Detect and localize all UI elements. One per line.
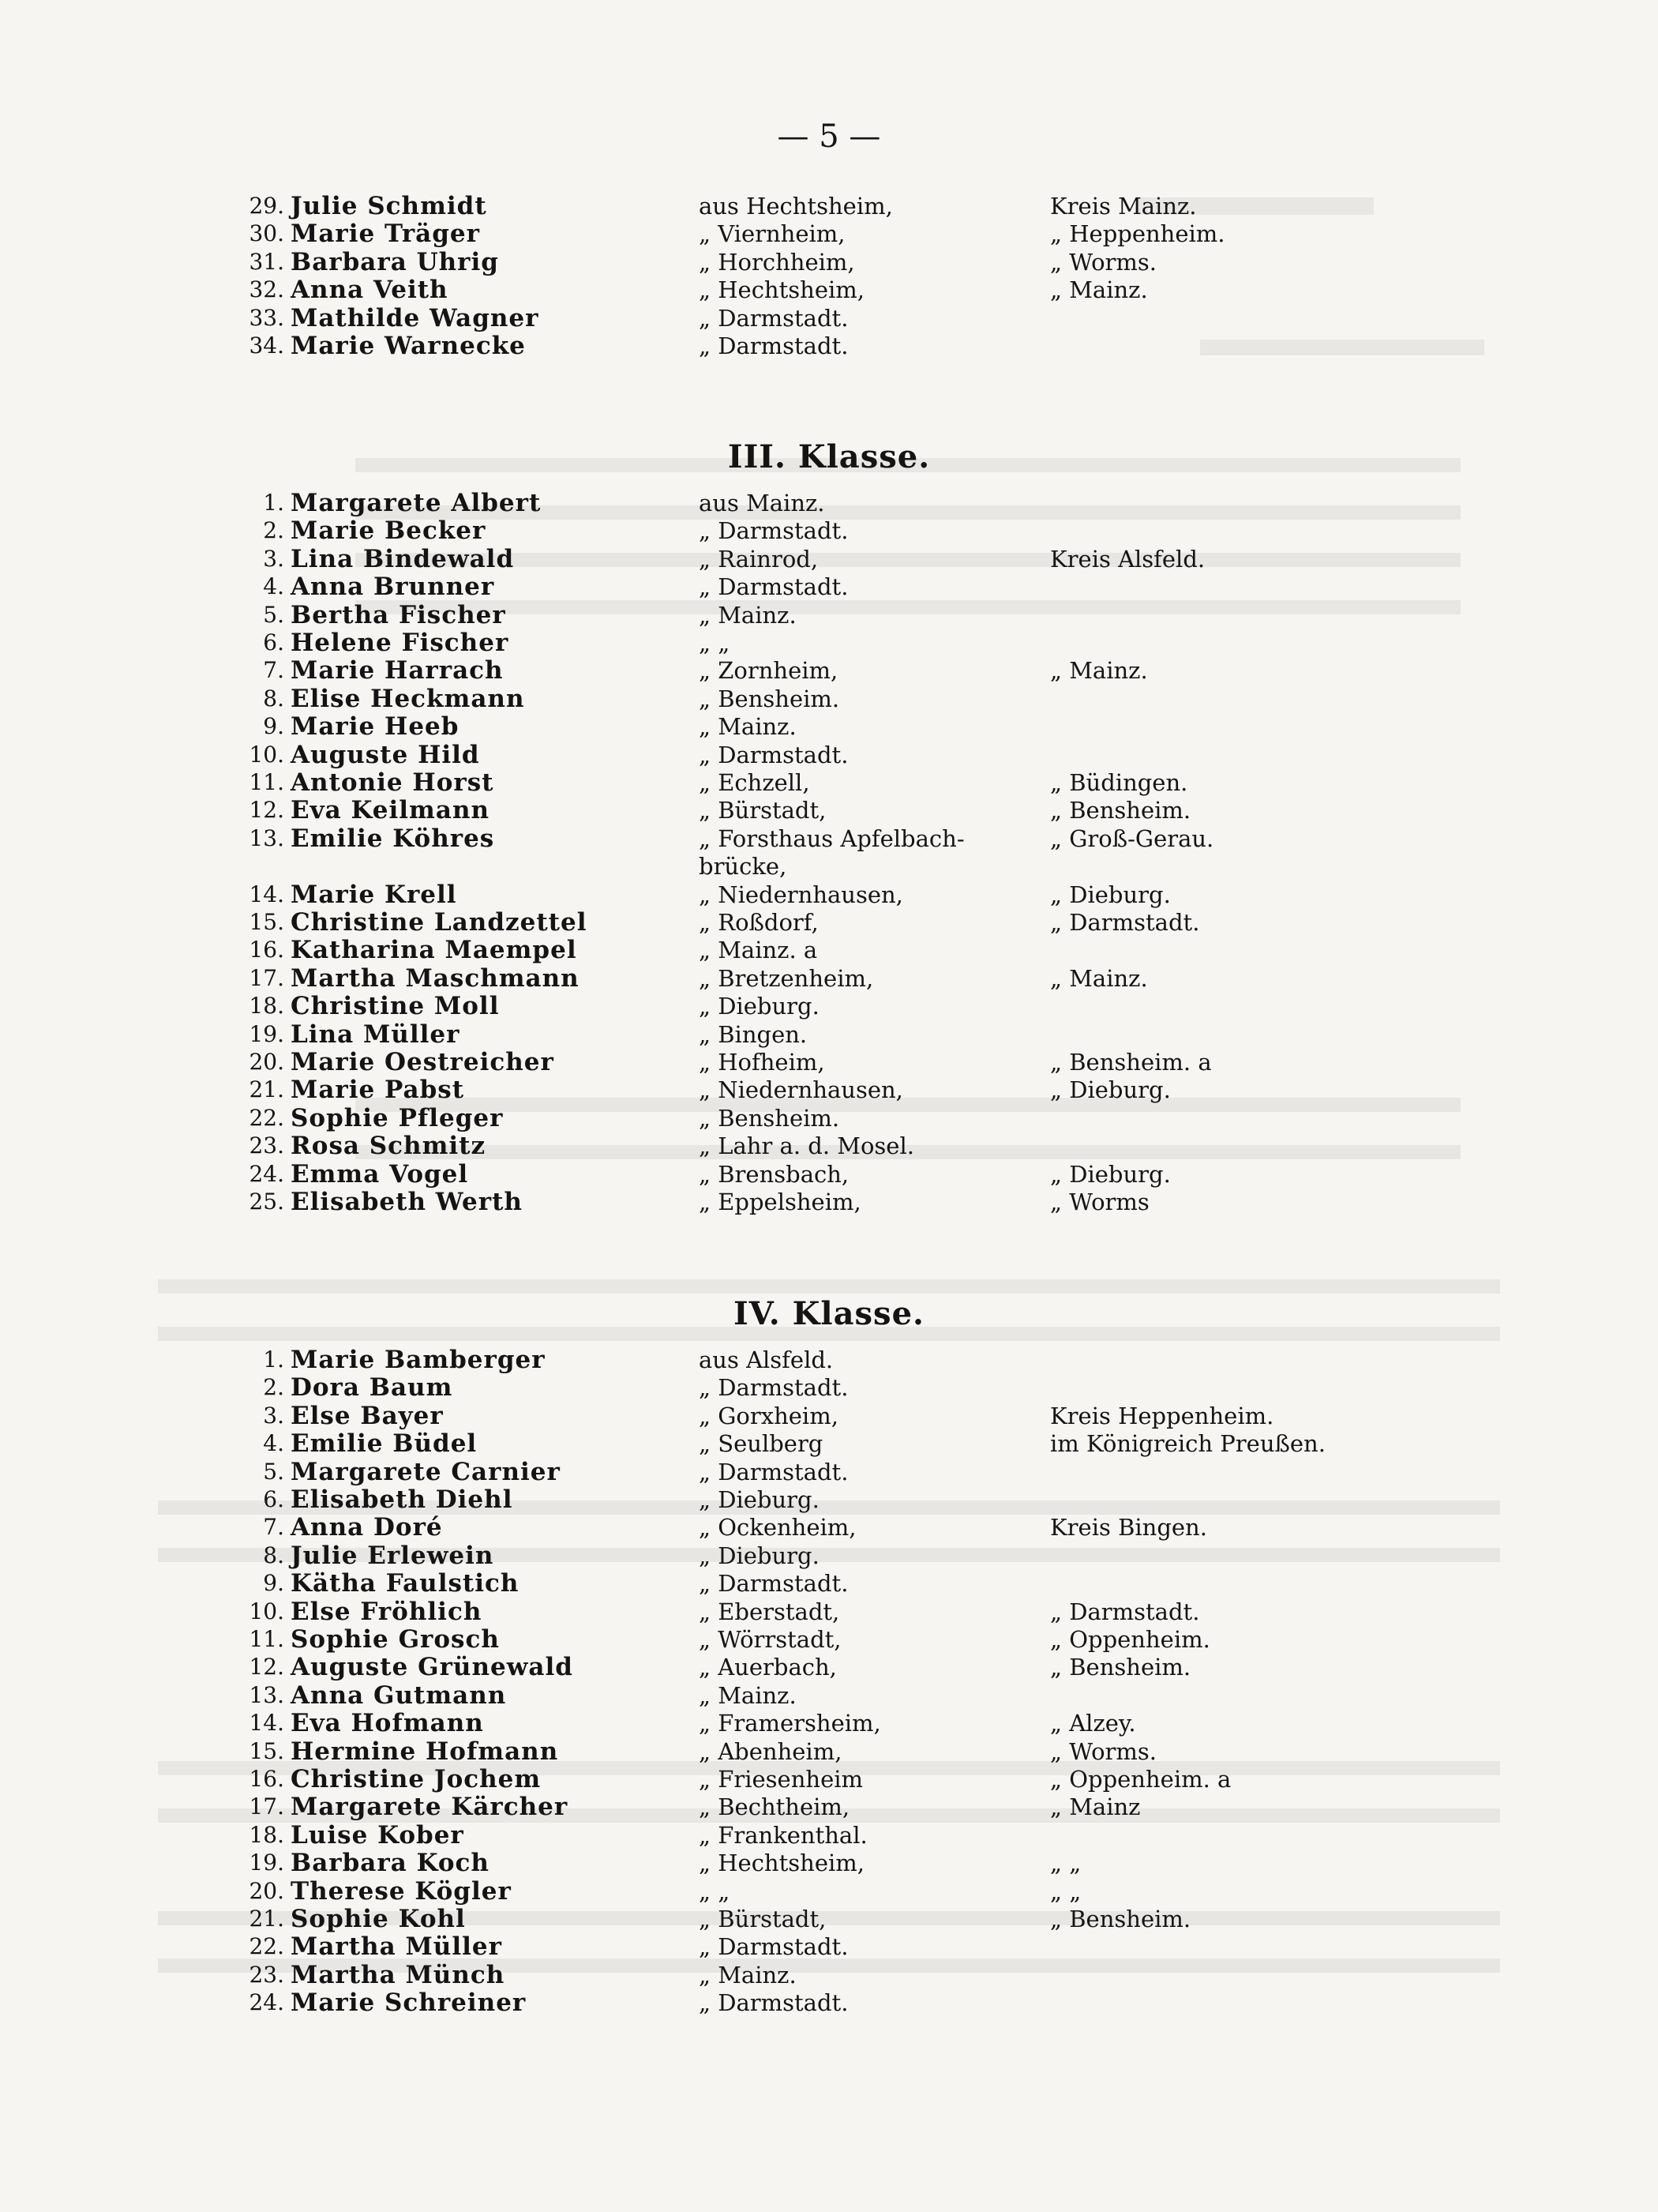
student-town: „ Bürstadt, xyxy=(699,1906,827,1932)
list-item xyxy=(0,1708,1658,1738)
student-town: „ Mainz. a xyxy=(699,937,818,964)
student-num: 20. xyxy=(249,1877,284,1904)
list-item xyxy=(0,907,1658,937)
list-item xyxy=(0,1103,1658,1133)
student-num: 23. xyxy=(249,1961,284,1988)
student-name: Anna Veith xyxy=(291,276,448,305)
student-town: „ „ xyxy=(699,1877,730,1905)
list-item xyxy=(0,1541,1658,1571)
student-kreis: „ Alzey. xyxy=(1050,1710,1136,1737)
student-name: Katharina Maempel xyxy=(291,936,577,965)
list-item xyxy=(0,1047,1658,1077)
student-kreis: „ Darmstadt. xyxy=(1050,909,1200,936)
student-name: Hermine Hofmann xyxy=(291,1737,559,1766)
student-num: 30. xyxy=(249,220,284,247)
student-name: Barbara Koch xyxy=(291,1849,490,1878)
student-name: Dora Baum xyxy=(291,1373,453,1403)
student-town: „ Darmstadt. xyxy=(699,1570,849,1598)
list-item xyxy=(0,935,1658,965)
student-town: „ Roßdorf, xyxy=(699,909,819,936)
student-name: Marie Schreiner xyxy=(291,1989,527,2018)
student-num: 6. xyxy=(263,629,284,655)
student-town: „ Auerbach, xyxy=(699,1654,837,1681)
student-name: Eva Hofmann xyxy=(291,1709,484,1738)
student-kreis: „ Mainz. xyxy=(1050,964,1148,992)
list-item xyxy=(0,1373,1658,1403)
student-num: 22. xyxy=(249,1933,284,1960)
student-kreis: „ Worms. xyxy=(1050,1737,1157,1765)
student-num: 9. xyxy=(263,1570,284,1597)
student-kreis: „ Oppenheim. xyxy=(1050,1626,1210,1653)
student-town: „ Dieburg. xyxy=(699,993,820,1020)
list-item xyxy=(0,851,1658,881)
list-item xyxy=(0,303,1658,333)
student-num: 24. xyxy=(249,1160,284,1187)
student-name: Else Bayer xyxy=(291,1401,444,1430)
student-num: 14. xyxy=(249,1710,284,1737)
list-item xyxy=(0,544,1658,574)
student-name: Luise Kober xyxy=(291,1820,464,1850)
student-kreis: im Königreich Preußen. xyxy=(1050,1430,1326,1458)
student-town: „ Rainrod, xyxy=(699,545,819,573)
student-kreis: Kreis Alsfeld. xyxy=(1050,545,1206,573)
student-town: „ Seulberg xyxy=(699,1430,823,1458)
student-num: 15. xyxy=(249,1737,284,1764)
student-name: Bertha Fischer xyxy=(291,600,506,629)
list-item xyxy=(0,219,1658,249)
list-item xyxy=(0,824,1658,854)
list-item xyxy=(0,1131,1658,1161)
student-name: Marie Harrach xyxy=(291,656,504,685)
student-town: „ Hechtsheim, xyxy=(699,276,865,304)
list-item xyxy=(0,1652,1658,1682)
student-town: „ Eppelsheim, xyxy=(699,1189,861,1215)
student-town: „ Echzell, xyxy=(699,769,810,796)
student-name: Marie Heeb xyxy=(291,712,460,742)
section-heading-class-4: IV. Klasse. xyxy=(733,1295,925,1332)
student-name: Christine Landzettel xyxy=(291,908,587,937)
student-name: Auguste Hild xyxy=(291,740,480,769)
student-name: Rosa Schmitz xyxy=(291,1132,486,1161)
list-item xyxy=(0,1737,1658,1767)
student-num: 32. xyxy=(249,276,284,303)
student-town: „ Horchheim, xyxy=(699,248,855,276)
list-item xyxy=(0,1960,1658,1990)
list-item xyxy=(0,1848,1658,1878)
student-town: „ Mainz. xyxy=(699,713,797,741)
student-num: 4. xyxy=(263,1430,284,1457)
student-kreis: „ Bensheim. xyxy=(1050,797,1191,824)
student-town: „ Ockenheim, xyxy=(699,1514,857,1542)
student-name: Margarete Carnier xyxy=(291,1457,561,1486)
student-name: Else Fröhlich xyxy=(291,1597,482,1626)
student-town: „ Bingen. xyxy=(699,1020,808,1048)
student-name: Julie Erlewein xyxy=(291,1541,494,1570)
list-item xyxy=(0,1345,1658,1375)
student-num: 17. xyxy=(249,1793,284,1820)
list-item xyxy=(0,1681,1658,1711)
student-name: Martha Müller xyxy=(291,1932,502,1962)
student-name: Martha Münch xyxy=(291,1960,505,1989)
student-num: 16. xyxy=(249,1766,284,1792)
student-name: Emma Vogel xyxy=(291,1159,469,1189)
student-kreis: „ Büdingen. xyxy=(1050,769,1188,796)
student-town: aus Mainz. xyxy=(699,490,825,516)
student-name: Elise Heckmann xyxy=(291,684,525,713)
student-num: 1. xyxy=(263,490,284,516)
student-town: brücke, xyxy=(699,853,787,881)
student-town: „ Viernheim, xyxy=(699,220,846,248)
list-item xyxy=(0,991,1658,1021)
list-item xyxy=(0,1988,1658,2018)
student-num: 18. xyxy=(249,993,284,1020)
list-item xyxy=(0,1904,1658,1934)
list-item xyxy=(0,1187,1658,1217)
student-kreis: „ Bensheim. xyxy=(1050,1654,1191,1681)
student-town: „ Bensheim. xyxy=(699,1104,840,1132)
student-name: Marie Träger xyxy=(291,220,480,249)
list-item xyxy=(0,600,1658,630)
student-num: 25. xyxy=(249,1189,284,1215)
student-name: Lina Bindewald xyxy=(291,544,515,573)
student-kreis: „ Dieburg. xyxy=(1050,1076,1171,1104)
student-town: „ Eberstadt, xyxy=(699,1598,840,1625)
student-num: 21. xyxy=(249,1906,284,1932)
student-town: „ Bechtheim, xyxy=(699,1793,850,1821)
student-town: „ Dieburg. xyxy=(699,1542,820,1569)
student-name: Marie Pabst xyxy=(291,1076,465,1105)
student-town: „ Darmstadt. xyxy=(699,1989,849,2017)
student-town: „ Darmstadt. xyxy=(699,1458,849,1485)
student-num: 13. xyxy=(249,824,284,851)
student-town: „ Darmstadt. xyxy=(699,332,849,359)
list-item xyxy=(0,1457,1658,1487)
student-name: Christine Moll xyxy=(291,992,500,1021)
student-num: 13. xyxy=(249,1681,284,1708)
student-town: „ Mainz. xyxy=(699,1961,797,1989)
student-name: Anna Brunner xyxy=(291,573,495,602)
student-name: Marie Oestreicher xyxy=(291,1048,554,1076)
list-item xyxy=(0,1075,1658,1105)
student-name: Marie Warnecke xyxy=(291,332,526,360)
list-item xyxy=(0,795,1658,825)
student-town: „ Darmstadt. xyxy=(699,304,849,332)
student-name: Antonie Horst xyxy=(291,768,494,797)
student-town: „ Forsthaus Apfelbach- xyxy=(699,824,965,852)
student-num: 8. xyxy=(263,1542,284,1568)
student-town: „ Gorxheim, xyxy=(699,1402,838,1429)
student-num: 1. xyxy=(263,1346,284,1373)
student-town: „ Mainz. xyxy=(699,601,797,629)
list-item xyxy=(0,1429,1658,1459)
list-item xyxy=(0,1512,1658,1542)
student-num: 4. xyxy=(263,573,284,600)
student-town: „ Bensheim. xyxy=(699,685,840,712)
student-num: 11. xyxy=(249,1626,284,1652)
student-num: 10. xyxy=(249,741,284,768)
student-kreis: „ Mainz. xyxy=(1050,276,1148,304)
student-num: 17. xyxy=(249,964,284,991)
list-item xyxy=(0,572,1658,602)
student-name: Barbara Uhrig xyxy=(291,247,499,276)
student-town: „ Niedernhausen, xyxy=(699,1076,903,1104)
student-kreis: „ Dieburg. xyxy=(1050,881,1171,908)
list-item xyxy=(0,191,1658,221)
student-town: aus Alsfeld. xyxy=(699,1346,834,1373)
student-num: 21. xyxy=(249,1076,284,1103)
list-item xyxy=(0,1159,1658,1189)
student-name: Lina Müller xyxy=(291,1020,460,1049)
list-item xyxy=(0,1792,1658,1822)
student-town: „ Darmstadt. xyxy=(699,1374,849,1402)
student-num: 12. xyxy=(249,797,284,824)
student-name: Sophie Grosch xyxy=(291,1625,500,1654)
student-num: 19. xyxy=(249,1850,284,1876)
student-name: Julie Schmidt xyxy=(291,192,487,220)
list-item xyxy=(0,1764,1658,1794)
student-town: „ „ xyxy=(699,629,730,656)
student-town: „ Wörrstadt, xyxy=(699,1626,842,1653)
student-num: 31. xyxy=(249,248,284,275)
section-heading-class-3: III. Klasse. xyxy=(727,438,931,475)
student-num: 23. xyxy=(249,1132,284,1159)
student-name: Margarete Kärcher xyxy=(291,1793,568,1822)
student-num: 16. xyxy=(249,937,284,963)
list-item xyxy=(0,275,1658,305)
list-item xyxy=(0,488,1658,518)
student-name: Mathilde Wagner xyxy=(291,303,539,332)
student-num: 24. xyxy=(249,1989,284,2016)
student-num: 29. xyxy=(249,193,284,219)
list-item xyxy=(0,768,1658,798)
student-name: Marie Bamberger xyxy=(291,1346,546,1374)
student-name: Anna Doré xyxy=(291,1513,443,1542)
student-town: „ Darmstadt. xyxy=(699,741,849,768)
student-name: Marie Krell xyxy=(291,880,457,909)
student-name: Emilie Köhres xyxy=(291,824,495,853)
student-num: 12. xyxy=(249,1654,284,1681)
student-name: Auguste Grünewald xyxy=(291,1653,573,1682)
student-town: „ Frankenthal. xyxy=(699,1821,868,1849)
student-kreis: „ „ xyxy=(1050,1850,1082,1877)
student-name: Christine Jochem xyxy=(291,1765,542,1793)
student-num: 5. xyxy=(263,601,284,628)
student-kreis: „ Mainz. xyxy=(1050,657,1148,685)
student-name: Helene Fischer xyxy=(291,629,509,657)
list-item xyxy=(0,1568,1658,1598)
student-num: 2. xyxy=(263,1374,284,1401)
student-town: „ Dieburg. xyxy=(699,1486,820,1513)
student-num: 5. xyxy=(263,1458,284,1485)
student-town: „ Darmstadt. xyxy=(699,517,849,545)
student-name: Elisabeth Werth xyxy=(291,1188,523,1216)
student-town: „ Brensbach, xyxy=(699,1160,850,1188)
student-name: Eva Keilmann xyxy=(291,796,490,825)
student-kreis: „ Bensheim. a xyxy=(1050,1049,1212,1076)
student-name: Emilie Büdel xyxy=(291,1429,478,1459)
student-town: „ Abenheim, xyxy=(699,1737,842,1765)
page-number: — 5 — xyxy=(777,118,881,155)
list-item xyxy=(0,1624,1658,1654)
student-name: Martha Maschmann xyxy=(291,963,580,993)
list-item xyxy=(0,684,1658,714)
student-kreis: „ Mainz xyxy=(1050,1793,1141,1821)
list-item xyxy=(0,1020,1658,1050)
student-name: Marie Becker xyxy=(291,516,486,546)
student-kreis: Kreis Heppenheim. xyxy=(1050,1402,1274,1429)
student-kreis: „ Bensheim. xyxy=(1050,1906,1191,1932)
student-name: Elisabeth Diehl xyxy=(291,1485,513,1514)
student-num: 9. xyxy=(263,713,284,740)
list-item xyxy=(0,516,1658,546)
student-name: Sophie Kohl xyxy=(291,1905,466,1933)
student-num: 7. xyxy=(263,1514,284,1541)
list-item xyxy=(0,1820,1658,1850)
student-town: „ Zornheim, xyxy=(699,657,838,685)
student-town: „ Bürstadt, xyxy=(699,797,827,824)
student-kreis: „ Dieburg. xyxy=(1050,1160,1171,1188)
list-item xyxy=(0,628,1658,658)
student-town: „ Darmstadt. xyxy=(699,573,849,601)
student-num: 6. xyxy=(263,1486,284,1512)
student-town: „ Friesenheim xyxy=(699,1766,863,1793)
student-num: 2. xyxy=(263,517,284,544)
list-item xyxy=(0,880,1658,910)
student-kreis: „ Oppenheim. a xyxy=(1050,1766,1232,1793)
list-item xyxy=(0,247,1658,277)
list-item xyxy=(0,1485,1658,1515)
student-num: 34. xyxy=(249,332,284,359)
student-num: 11. xyxy=(249,769,284,795)
list-item xyxy=(0,1932,1658,1962)
student-name: Sophie Pfleger xyxy=(291,1103,504,1132)
student-num: 15. xyxy=(249,909,284,935)
list-item xyxy=(0,655,1658,685)
student-kreis: Kreis Bingen. xyxy=(1050,1514,1207,1542)
student-town: „ Framersheim, xyxy=(699,1710,881,1737)
student-town: aus Hechtsheim, xyxy=(699,193,893,220)
list-item xyxy=(0,1597,1658,1627)
student-num: 18. xyxy=(249,1821,284,1848)
student-town: „ Mainz. xyxy=(699,1681,797,1709)
student-num: 14. xyxy=(249,881,284,907)
student-num: 7. xyxy=(263,657,284,684)
student-num: 19. xyxy=(249,1020,284,1047)
student-kreis: „ Groß-Gerau. xyxy=(1050,824,1214,852)
student-kreis: „ Darmstadt. xyxy=(1050,1598,1200,1625)
student-town: „ Bretzenheim, xyxy=(699,964,874,992)
student-num: 3. xyxy=(263,545,284,572)
student-town: „ Hofheim, xyxy=(699,1049,825,1076)
student-num: 22. xyxy=(249,1104,284,1131)
list-item xyxy=(0,1876,1658,1906)
student-town: „ Lahr a. d. Mosel. xyxy=(699,1132,914,1160)
student-num: 33. xyxy=(249,304,284,331)
student-num: 20. xyxy=(249,1049,284,1075)
list-item xyxy=(0,963,1658,993)
student-num: 10. xyxy=(249,1598,284,1624)
list-item xyxy=(0,331,1658,361)
student-town: „ Hechtsheim, xyxy=(699,1850,865,1877)
list-item xyxy=(0,712,1658,742)
student-kreis: Kreis Mainz. xyxy=(1050,193,1197,220)
student-name: Margarete Albert xyxy=(291,489,542,517)
student-num: 3. xyxy=(263,1402,284,1429)
list-item xyxy=(0,740,1658,770)
student-kreis: „ Worms xyxy=(1050,1189,1150,1215)
student-name: Anna Gutmann xyxy=(291,1681,507,1710)
student-kreis: „ Worms. xyxy=(1050,248,1157,276)
student-num: 8. xyxy=(263,685,284,712)
student-kreis: „ Heppenheim. xyxy=(1050,220,1225,248)
student-kreis: „ „ xyxy=(1050,1877,1082,1905)
list-item xyxy=(0,1401,1658,1431)
student-name: Kätha Faulstich xyxy=(291,1569,520,1598)
student-town: „ Niedernhausen, xyxy=(699,881,903,908)
student-name: Therese Kögler xyxy=(291,1876,512,1906)
student-town: „ Darmstadt. xyxy=(699,1933,849,1961)
